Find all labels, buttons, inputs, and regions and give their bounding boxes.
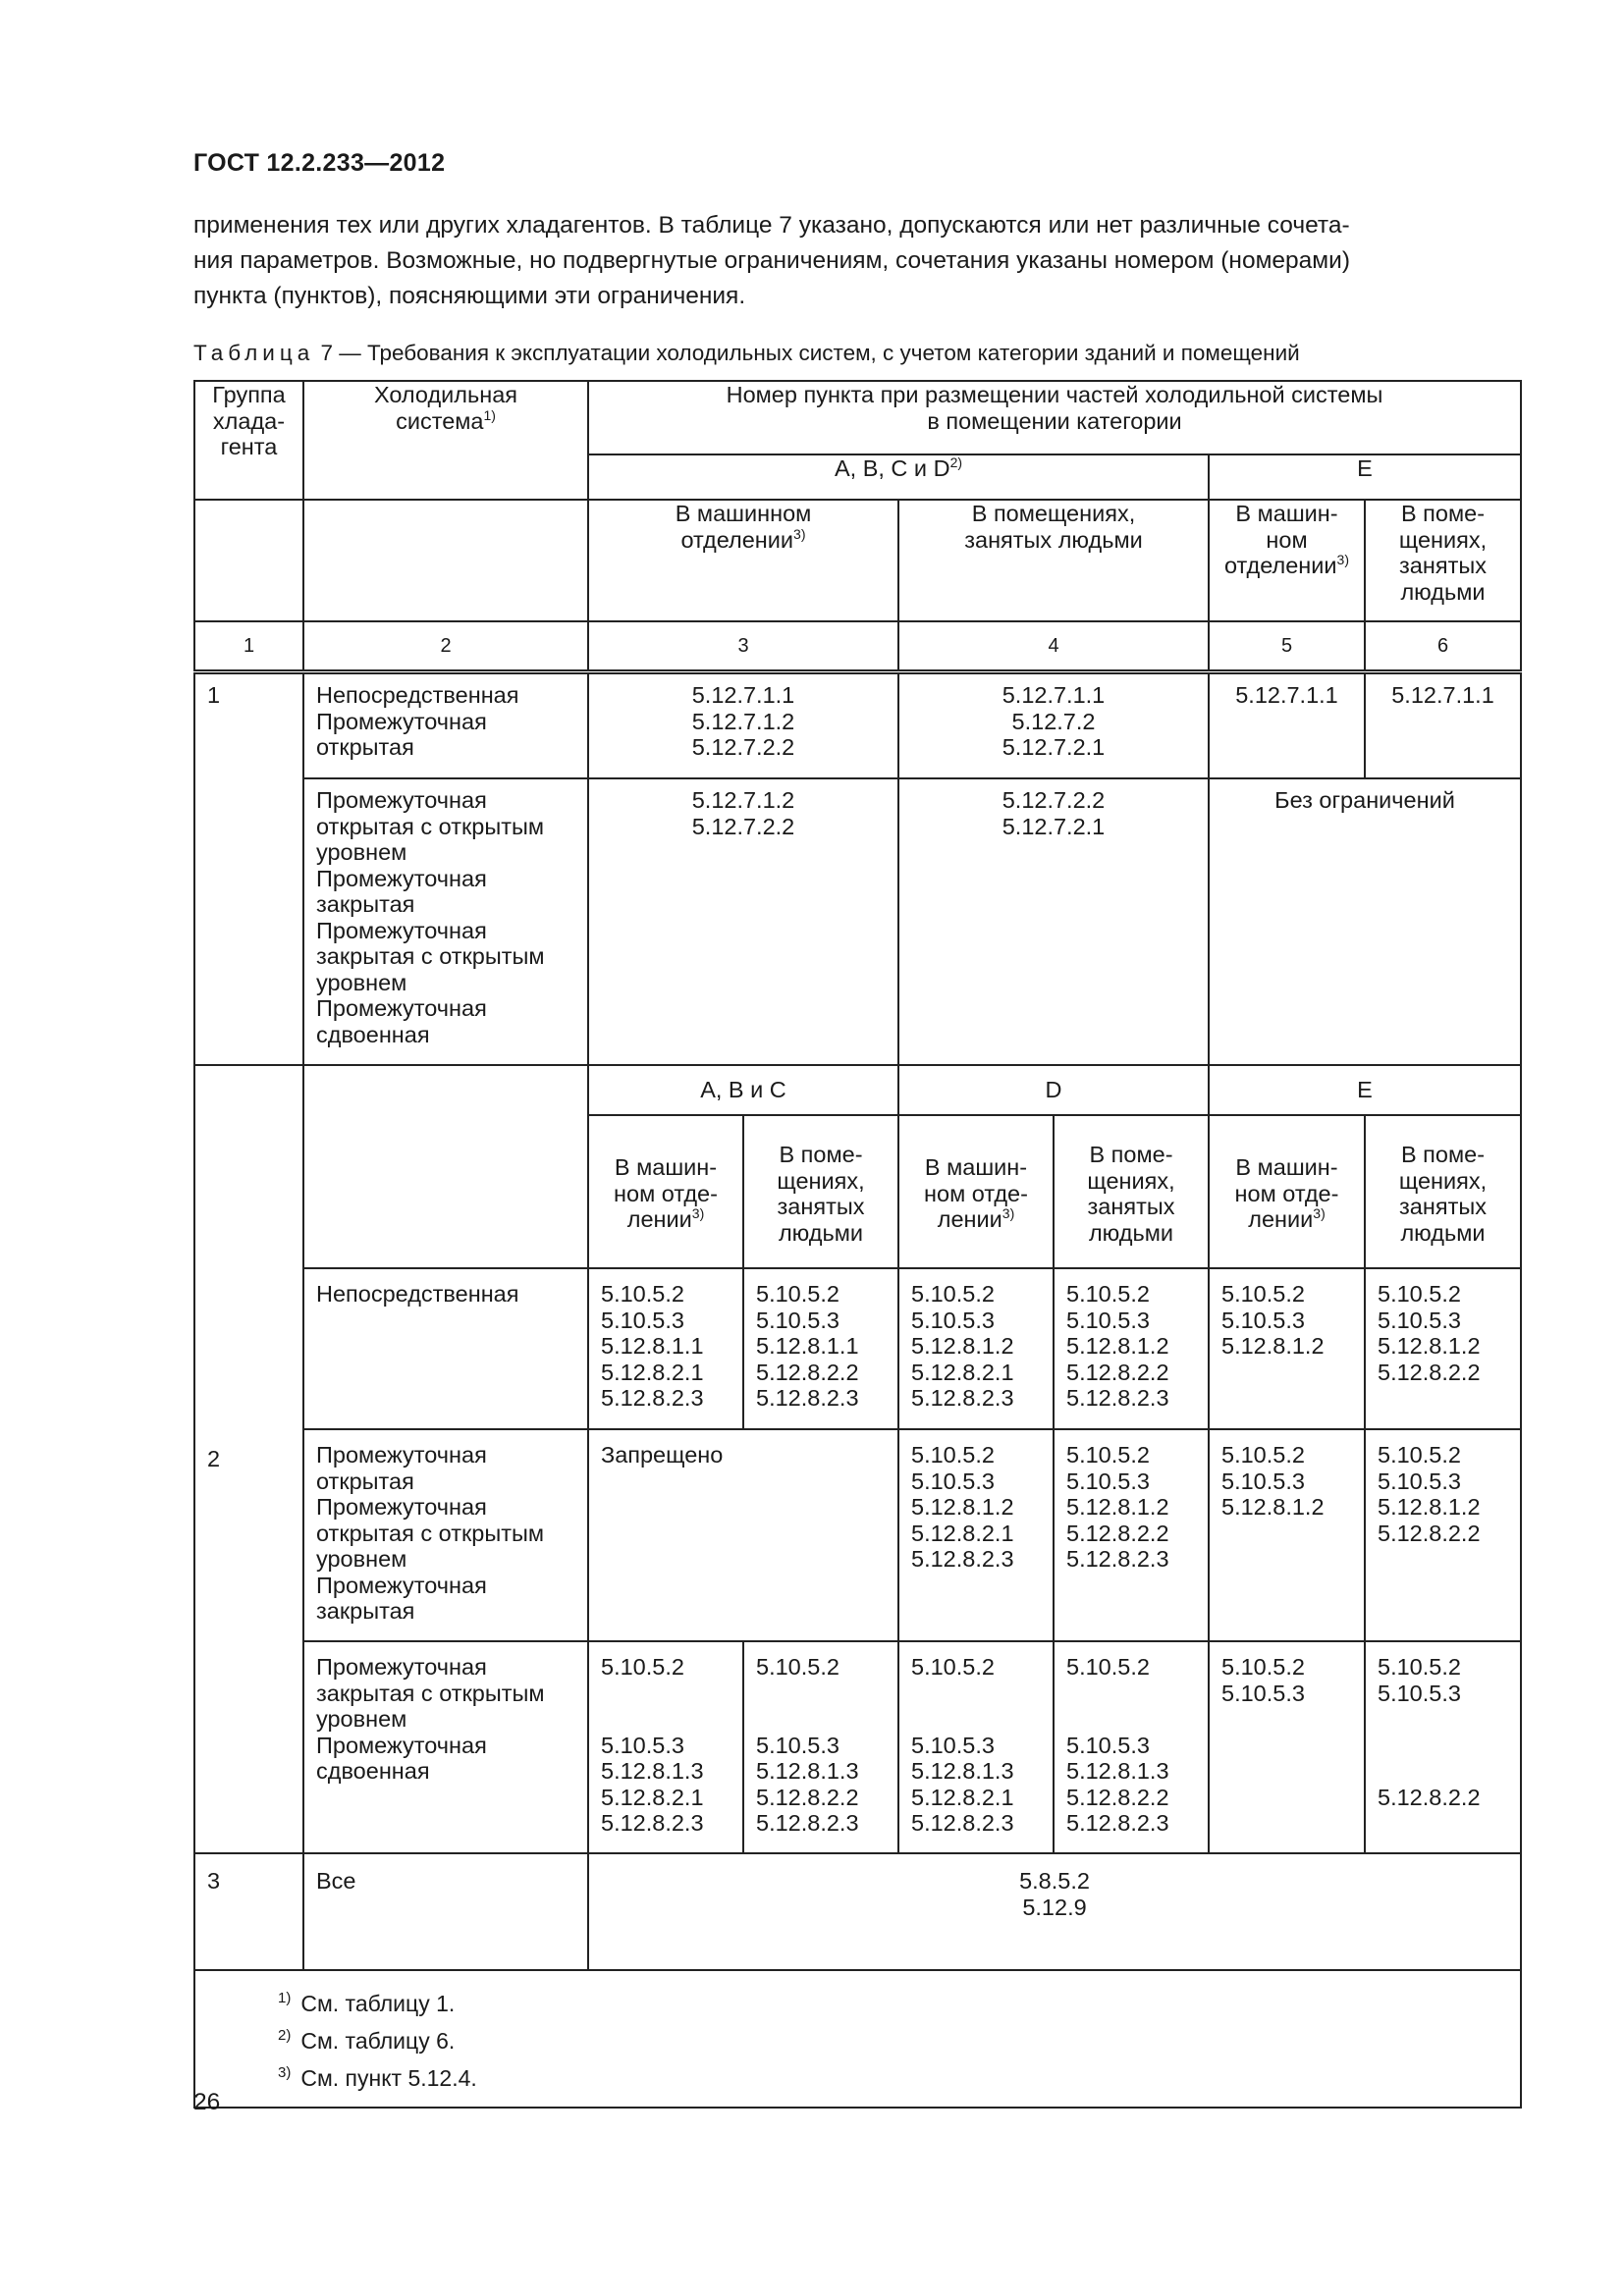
group-id: 3 <box>194 1853 303 1970</box>
system-cell: Промежуточная открытая Промежуточная открытая с открытым уровнем Промежуточная закрытая <box>303 1429 588 1641</box>
clause-cell: 5.10.5.2 5.10.5.3 5.12.8.2.2 <box>1365 1641 1521 1853</box>
system-cell: Все <box>303 1853 588 1970</box>
table-caption-label: Таблица <box>193 341 315 365</box>
clause-cell: 5.12.7.1.1 5.12.7.2 5.12.7.2.1 <box>898 672 1209 779</box>
table-caption <box>193 341 1300 366</box>
table-footnotes <box>194 1970 1521 2108</box>
clause-cell: 5.10.5.2 5.10.5.3 5.12.8.1.3 5.12.8.2.2 5.12.8.2.3 <box>1054 1641 1209 1853</box>
clause-cell: 5.10.5.2 5.10.5.3 5.12.8.1.3 5.12.8.2.1 5.12.8.2.3 <box>588 1641 743 1853</box>
table-caption-text: 7 — Требования к эксплуатации холодильных систем, с учетом категории зданий и помещений <box>314 341 1300 365</box>
clause-cell: 5.12.7.1.1 <box>1365 672 1521 779</box>
subheader-cat-abc: А, В и С <box>588 1065 898 1115</box>
header-cat-e: Е <box>1209 454 1521 500</box>
clause-cell: 5.10.5.2 5.10.5.3 <box>1209 1641 1365 1853</box>
clause-cell: 5.12.7.1.1 <box>1209 672 1365 779</box>
intro-paragraph <box>193 208 1519 314</box>
intro-line: ния параметров. Возможные, но подвергнутые ограничениям, сочетания указаны номером (номерами) <box>193 247 1350 274</box>
header-occupied: В помещениях, занятых людьми <box>898 500 1209 621</box>
clause-cell: 5.10.5.2 5.10.5.3 5.12.8.1.2 5.12.8.2.2 <box>1365 1429 1521 1641</box>
subheader-occupied: В поме- щениях, занятых людьми <box>1365 1115 1521 1268</box>
subheader-cat-d: D <box>898 1065 1209 1115</box>
column-number: 4 <box>898 621 1209 672</box>
header-machine-room: В машинном отделении$^{3)}$ <box>588 500 898 621</box>
clause-cell: 5.10.5.2 5.10.5.3 5.12.8.1.2 5.12.8.2.1 5.12.8.2.3 <box>898 1429 1054 1641</box>
header-system: Холодильная система$^{1)}$ <box>303 381 588 500</box>
header-empty-cell <box>194 500 303 621</box>
document-header: ГОСТ 12.2.233—2012 <box>193 149 446 177</box>
system-cell: Непосредственная Промежуточная открытая <box>303 672 588 779</box>
column-number: 3 <box>588 621 898 672</box>
clause-cell: 5.10.5.2 5.10.5.3 5.12.8.1.2 <box>1209 1429 1365 1641</box>
footnote: $^{3)}$ См. пункт 5.12.4. <box>278 2064 477 2091</box>
clause-cell: 5.10.5.2 5.10.5.3 5.12.8.1.1 5.12.8.2.1 5.12.8.2.3 <box>588 1268 743 1429</box>
header-group: Группа хлада- гента <box>194 381 303 500</box>
column-number: 5 <box>1209 621 1365 672</box>
clause-cell: 5.10.5.2 5.10.5.3 5.12.8.1.2 5.12.8.2.2 <box>1365 1268 1521 1429</box>
header-empty-cell <box>303 1065 588 1268</box>
clause-cell: 5.10.5.2 5.10.5.3 5.12.8.1.2 5.12.8.2.2 5.12.8.2.3 <box>1054 1429 1209 1641</box>
system-cell: Непосредственная <box>303 1268 588 1429</box>
footnote: $^{1)}$ См. таблицу 1. <box>278 1990 456 2016</box>
clause-cell: 5.10.5.2 5.10.5.3 5.12.8.1.3 5.12.8.2.1 5.12.8.2.3 <box>898 1641 1054 1853</box>
clause-cell: 5.10.5.2 5.10.5.3 5.12.8.1.2 5.12.8.2.1 5.12.8.2.3 <box>898 1268 1054 1429</box>
header-cat-abcd: А, В, С и $D^{2)}$ <box>588 454 1209 500</box>
system-cell: Промежуточная закрытая с открытым уровнем Промежуточная сдвоенная <box>303 1641 588 1853</box>
subheader-cat-e: Е <box>1209 1065 1521 1115</box>
clause-cell: 5.12.7.1.2 5.12.7.2.2 <box>588 778 898 1065</box>
page-number: 26 <box>193 2089 221 2115</box>
no-restrictions-cell: Без ограничений <box>1209 778 1521 1065</box>
subheader-machine: В машин- ном отде- лении$^{3)}$ <box>588 1115 743 1268</box>
subheader-machine: В машин- ном отде- лении$^{3)}$ <box>898 1115 1054 1268</box>
subheader-machine: В машин- ном отде- лении$^{3)}$ <box>1209 1115 1365 1268</box>
requirements-table <box>193 380 1522 2109</box>
footnote: $^{2)}$ См. таблицу 6. <box>278 2027 456 2054</box>
header-placement: Номер пункта при размещении частей холодильной системы в помещении категории <box>588 381 1521 454</box>
column-number: 2 <box>303 621 588 672</box>
forbidden-cell: Запрещено <box>588 1429 898 1641</box>
group-id: 1 <box>194 672 303 1066</box>
clause-cell: 5.12.7.1.1 5.12.7.1.2 5.12.7.2.2 <box>588 672 898 779</box>
header-empty-cell <box>303 500 588 621</box>
clause-cell: 5.10.5.2 5.10.5.3 5.12.8.1.2 <box>1209 1268 1365 1429</box>
header-machine-room-e: В машин- ном отделении$^{3)}$ <box>1209 500 1365 621</box>
system-cell: Промежуточная открытая с открытым уровнем Промежуточная закрытая Промежуточная закрытая с открытым уровнем Промежуточная сдвоенная <box>303 778 588 1065</box>
clause-cell: 5.10.5.2 5.10.5.3 5.12.8.1.2 5.12.8.2.2 5.12.8.2.3 <box>1054 1268 1209 1429</box>
column-number: 1 <box>194 621 303 672</box>
subheader-occupied: В поме- щениях, занятых людьми <box>743 1115 898 1268</box>
subheader-occupied: В поме- щениях, занятых людьми <box>1054 1115 1209 1268</box>
clause-cell: 5.10.5.2 5.10.5.3 5.12.8.1.3 5.12.8.2.2 5.12.8.2.3 <box>743 1641 898 1853</box>
clause-cell: 5.10.5.2 5.10.5.3 5.12.8.1.1 5.12.8.2.2 5.12.8.2.3 <box>743 1268 898 1429</box>
clause-cell: 5.8.5.2 5.12.9 <box>588 1853 1521 1970</box>
intro-line: пункта (пунктов), поясняющими эти ограничения. <box>193 283 746 309</box>
column-number: 6 <box>1365 621 1521 672</box>
clause-cell: 5.12.7.2.2 5.12.7.2.1 <box>898 778 1209 1065</box>
intro-line: применения тех или других хладагентов. В таблице 7 указано, допускаются или нет различные сочета- <box>193 212 1350 239</box>
header-occupied-e: В поме- щениях, занятых людьми <box>1365 500 1521 621</box>
group-id: 2 <box>194 1065 303 1853</box>
